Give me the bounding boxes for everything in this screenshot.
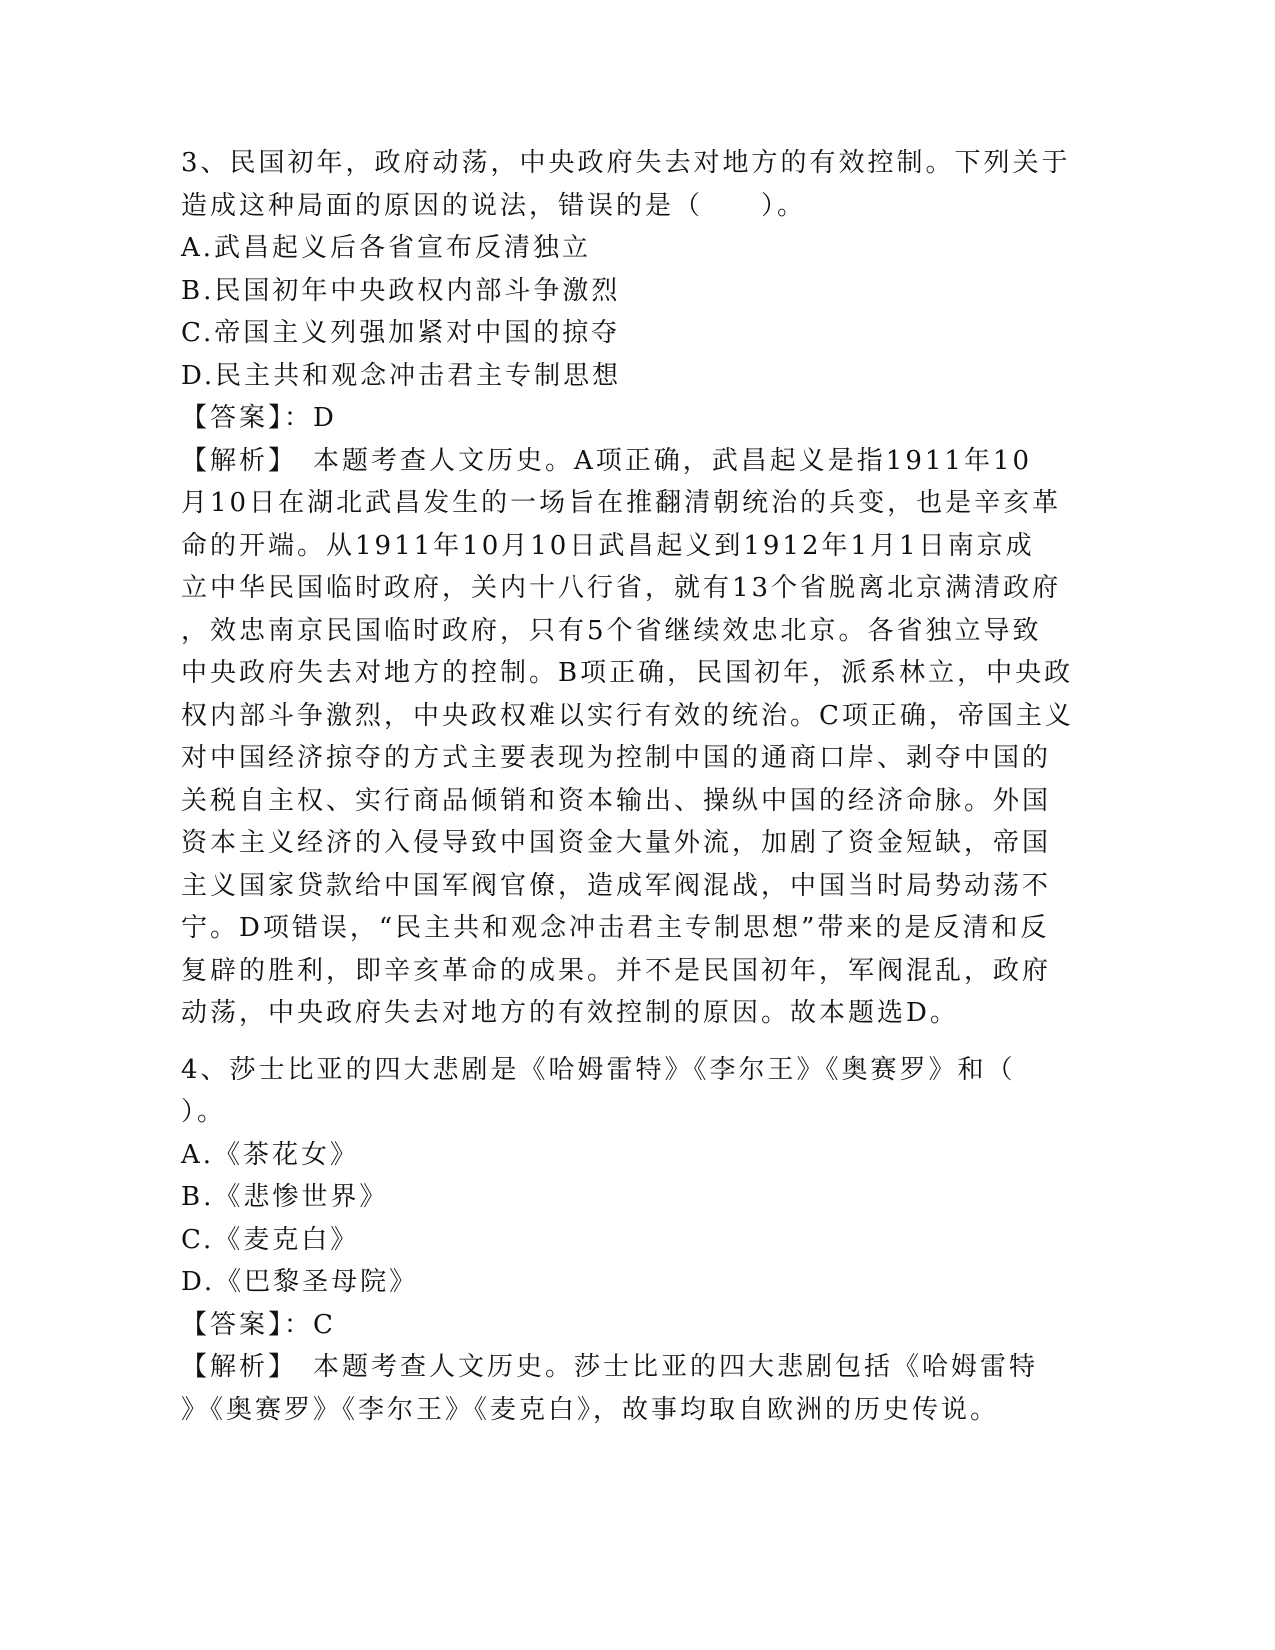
analysis-line: 中央政府失去对地方的控制。B项正确，民国初年，派系林立，中央政 <box>181 658 1074 688</box>
analysis-line: 关税自主权、实行商品倾销和资本输出、操纵中国的经济命脉。外国 <box>181 785 1052 816</box>
option-d: D.民主共和观念冲击君主专制思想 <box>181 360 622 391</box>
option-c: C.帝国主义列强加紧对中国的掠夺 <box>181 318 621 348</box>
question-stem-line: 3、民国初年，政府动荡，中央政府失去对地方的有效控制。下列关于 <box>181 148 1071 178</box>
question-4 <box>181 1049 1096 1432</box>
analysis-line: ，效忠南京民国临时政府，只有5个省继续效忠北京。各省独立导致 <box>181 615 1042 646</box>
answer-line: 【答案】：C <box>181 1309 336 1340</box>
analysis-line: 【解析】 本题考查人文历史。A项正确，武昌起义是指1911年10 <box>181 445 1033 476</box>
analysis-line: 》《奥赛罗》《李尔王》《麦克白》，故事均取自欧洲的历史传说。 <box>181 1394 1000 1425</box>
option-d: D.《巴黎圣母院》 <box>181 1267 419 1297</box>
option-c: C.《麦克白》 <box>181 1224 360 1255</box>
analysis-line: 动荡，中央政府失去对地方的有效控制的原因。故本题选D。 <box>181 998 959 1028</box>
analysis-line: 立中华民国临时政府，关内十八行省，就有13个省脱离北京满清政府 <box>181 573 1062 603</box>
analysis-line: 命的开端。从1911年10月10日武昌起义到1912年1月1日南京成 <box>181 530 1035 561</box>
analysis-line: 宁。D项错误，“民主共和观念冲击君主专制思想”带来的是反清和反 <box>181 913 1050 943</box>
analysis-line: 主义国家贷款给中国军阀官僚，造成军阀混战，中国当时局势动荡不 <box>181 870 1052 901</box>
analysis-line: 【解析】 本题考查人文历史。莎士比亚的四大悲剧包括《哈姆雷特 <box>181 1352 1039 1382</box>
option-b: B.民国初年中央政权内部斗争激烈 <box>181 275 621 306</box>
analysis-line: 权内部斗争激烈，中央政权难以实行有效的统治。C项正确，帝国主义 <box>181 700 1074 731</box>
analysis-line: 复辟的胜利，即辛亥革命的成果。并不是民国初年，军阀混乱，政府 <box>181 955 1052 986</box>
analysis-line: 对中国经济掠夺的方式主要表现为控制中国的通商口岸、剥夺中国的 <box>181 743 1052 773</box>
document-page <box>181 142 1096 1431</box>
question-stem-line: 造成这种局面的原因的说法，错误的是（ ）。 <box>181 190 807 221</box>
option-a: A.《茶花女》 <box>181 1139 360 1170</box>
question-stem-line: ）。 <box>181 1097 227 1127</box>
question-3 <box>181 142 1096 1035</box>
question-stem-line: 4、莎士比亚的四大悲剧是《哈姆雷特》《李尔王》《奥赛罗》和（ <box>181 1054 1016 1085</box>
option-a: A.武昌起义后各省宣布反清独立 <box>181 233 592 263</box>
analysis-line: 资本主义经济的入侵导致中国资金大量外流，加剧了资金短缺，帝国 <box>181 828 1052 858</box>
answer-line: 【答案】：D <box>181 403 337 433</box>
question-gap <box>181 1035 1096 1049</box>
option-b: B.《悲惨世界》 <box>181 1182 389 1212</box>
analysis-line: 月10日在湖北武昌发生的一场旨在推翻清朝统治的兵变，也是辛亥革 <box>181 488 1062 518</box>
